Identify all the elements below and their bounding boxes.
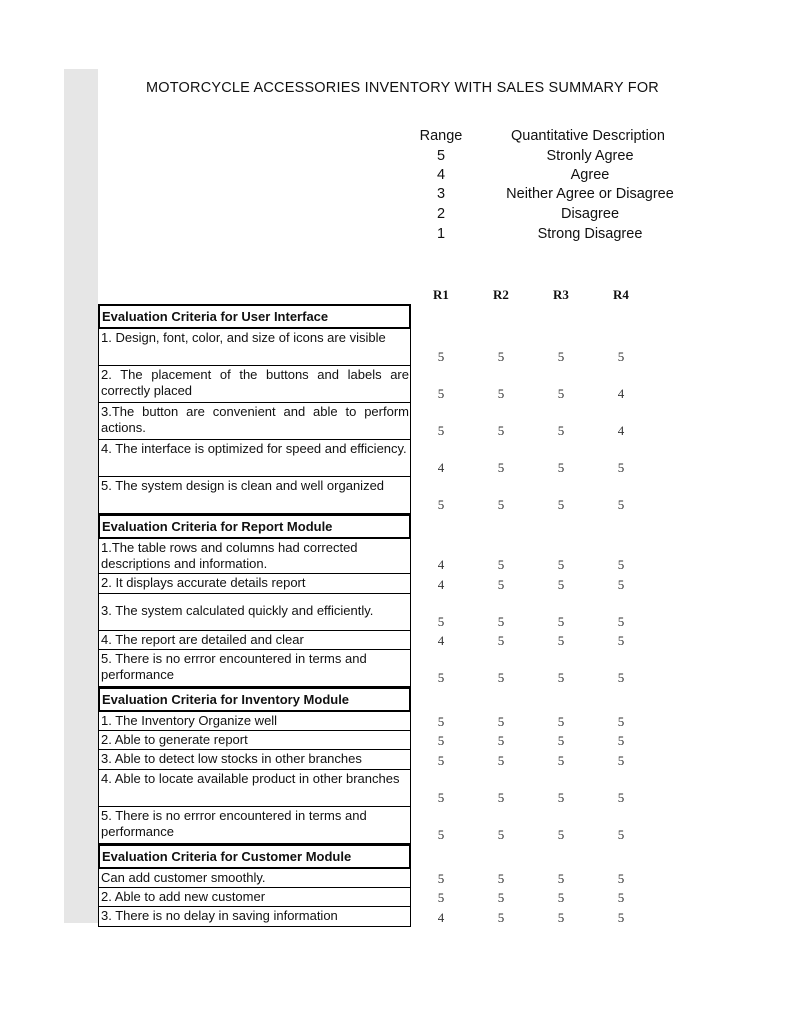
criteria-row: 5. There is no errror encountered in terms and performance xyxy=(98,807,411,844)
legend-description-header: Quantitative Description xyxy=(511,128,665,144)
score-r2: 5 xyxy=(497,349,505,364)
score-r3: 5 xyxy=(557,614,565,629)
criteria-row: 5. The system design is clean and well organized xyxy=(98,477,411,514)
criteria-row: 1. Design, font, color, and size of icons are visible xyxy=(98,329,411,366)
score-r2: 5 xyxy=(497,670,505,685)
score-r2: 5 xyxy=(497,890,505,905)
score-r3: 5 xyxy=(557,733,565,748)
score-r3: 5 xyxy=(557,753,565,768)
score-r1: 5 xyxy=(437,670,445,685)
score-r4: 5 xyxy=(617,827,625,842)
score-r1: 5 xyxy=(437,753,445,768)
criteria-row: 3. The system calculated quickly and efficiently. xyxy=(98,594,411,631)
legend-range: 5 xyxy=(436,148,446,164)
score-r1: 5 xyxy=(437,871,445,886)
score-r4: 5 xyxy=(617,349,625,364)
score-r3: 5 xyxy=(557,910,565,925)
score-r3: 5 xyxy=(557,714,565,729)
respondent-header-r1: R1 xyxy=(433,287,449,302)
section-header-customer-module: Evaluation Criteria for Customer Module xyxy=(98,844,411,869)
criteria-row: 2. It displays accurate details report xyxy=(98,574,411,594)
score-r3: 5 xyxy=(557,790,565,805)
legend-row xyxy=(400,206,800,225)
criteria-row: 4. Able to locate available product in other branches xyxy=(98,770,411,807)
score-r1: 4 xyxy=(437,557,445,572)
section-header-user-interface: Evaluation Criteria for User Interface xyxy=(98,304,411,329)
legend-description: Stronly Agree xyxy=(546,148,634,164)
score-r4: 5 xyxy=(617,890,625,905)
score-r4: 5 xyxy=(617,733,625,748)
score-r4: 5 xyxy=(617,497,625,512)
score-r2: 5 xyxy=(497,910,505,925)
score-r1: 4 xyxy=(437,577,445,592)
score-r1: 5 xyxy=(437,423,445,438)
score-r2: 5 xyxy=(497,614,505,629)
criteria-row: 3. Able to detect low stocks in other branches xyxy=(98,750,411,770)
score-r3: 5 xyxy=(557,633,565,648)
criteria-row: 3.The button are convenient and able to perform actions. xyxy=(98,403,411,440)
score-r2: 5 xyxy=(497,497,505,512)
score-r1: 4 xyxy=(437,910,445,925)
score-r2: 5 xyxy=(497,871,505,886)
criteria-row: 1. The Inventory Organize well xyxy=(98,712,411,731)
score-r3: 5 xyxy=(557,827,565,842)
score-r3: 5 xyxy=(557,460,565,475)
criteria-row: 2. The placement of the buttons and labels are correctly placed xyxy=(98,366,411,403)
legend-range: 4 xyxy=(436,167,446,183)
score-r3: 5 xyxy=(557,349,565,364)
score-r4: 5 xyxy=(617,460,625,475)
score-r1: 5 xyxy=(437,614,445,629)
legend-row xyxy=(400,148,800,167)
score-r2: 5 xyxy=(497,423,505,438)
criteria-row: 5. There is no errror encountered in terms and performance xyxy=(98,650,411,687)
criteria-row: Can add customer smoothly. xyxy=(98,869,411,888)
score-r1: 5 xyxy=(437,827,445,842)
legend-row xyxy=(400,226,800,245)
legend-description: Strong Disagree xyxy=(537,226,643,242)
section-header-inventory-module: Evaluation Criteria for Inventory Module xyxy=(98,687,411,712)
legend-row xyxy=(400,186,800,205)
score-r1: 5 xyxy=(437,386,445,401)
legend-description: Neither Agree or Disagree xyxy=(506,186,674,202)
criteria-row: 1.The table rows and columns had corrected descriptions and information. xyxy=(98,539,411,574)
score-r2: 5 xyxy=(497,577,505,592)
section-header-report-module: Evaluation Criteria for Report Module xyxy=(98,514,411,539)
score-r4: 5 xyxy=(617,910,625,925)
score-r1: 5 xyxy=(437,733,445,748)
criteria-row: 2. Able to generate report xyxy=(98,731,411,750)
score-r2: 5 xyxy=(497,827,505,842)
score-r2: 5 xyxy=(497,790,505,805)
criteria-row: 4. The interface is optimized for speed and efficiency. xyxy=(98,440,411,477)
score-r2: 5 xyxy=(497,557,505,572)
score-r4: 5 xyxy=(617,790,625,805)
respondent-header-r4: R4 xyxy=(613,287,629,302)
score-r2: 5 xyxy=(497,460,505,475)
legend-range: 3 xyxy=(436,186,446,202)
respondent-header-r3: R3 xyxy=(553,287,569,302)
score-r2: 5 xyxy=(497,633,505,648)
legend-range: 1 xyxy=(436,226,446,242)
document-title: MOTORCYCLE ACCESSORIES INVENTORY WITH SALES SUMMARY FOR xyxy=(146,80,659,96)
score-r4: 5 xyxy=(617,670,625,685)
legend-header-row xyxy=(400,128,800,147)
legend-description: Agree xyxy=(570,167,610,183)
score-r3: 5 xyxy=(557,871,565,886)
score-r4: 5 xyxy=(617,557,625,572)
legend-row xyxy=(400,167,800,186)
score-r4: 5 xyxy=(617,614,625,629)
score-r1: 5 xyxy=(437,349,445,364)
score-r2: 5 xyxy=(497,714,505,729)
criteria-row: 2. Able to add new customer xyxy=(98,888,411,907)
legend-range: 2 xyxy=(436,206,446,222)
score-r4: 5 xyxy=(617,714,625,729)
score-r3: 5 xyxy=(557,557,565,572)
score-r2: 5 xyxy=(497,386,505,401)
score-r4: 5 xyxy=(617,871,625,886)
score-r3: 5 xyxy=(557,386,565,401)
score-r1: 4 xyxy=(437,633,445,648)
score-r4: 5 xyxy=(617,577,625,592)
score-r4: 5 xyxy=(617,753,625,768)
score-r1: 5 xyxy=(437,497,445,512)
respondent-header-r2: R2 xyxy=(493,287,509,302)
score-r3: 5 xyxy=(557,890,565,905)
legend-description: Disagree xyxy=(560,206,620,222)
evaluation-table xyxy=(98,304,411,927)
score-r1: 5 xyxy=(437,714,445,729)
score-r4: 4 xyxy=(617,423,625,438)
score-r4: 4 xyxy=(617,386,625,401)
criteria-row: 4. The report are detailed and clear xyxy=(98,631,411,650)
score-r3: 5 xyxy=(557,423,565,438)
score-r3: 5 xyxy=(557,577,565,592)
score-r3: 5 xyxy=(557,497,565,512)
rating-scale-legend xyxy=(400,128,674,246)
sheet-gutter xyxy=(64,69,98,923)
criteria-row: 3. There is no delay in saving information xyxy=(98,907,411,927)
legend-range-header: Range xyxy=(419,128,463,144)
score-r1: 5 xyxy=(437,790,445,805)
score-r1: 4 xyxy=(437,460,445,475)
score-r2: 5 xyxy=(497,753,505,768)
score-r3: 5 xyxy=(557,670,565,685)
score-r1: 5 xyxy=(437,890,445,905)
score-r4: 5 xyxy=(617,633,625,648)
score-r2: 5 xyxy=(497,733,505,748)
